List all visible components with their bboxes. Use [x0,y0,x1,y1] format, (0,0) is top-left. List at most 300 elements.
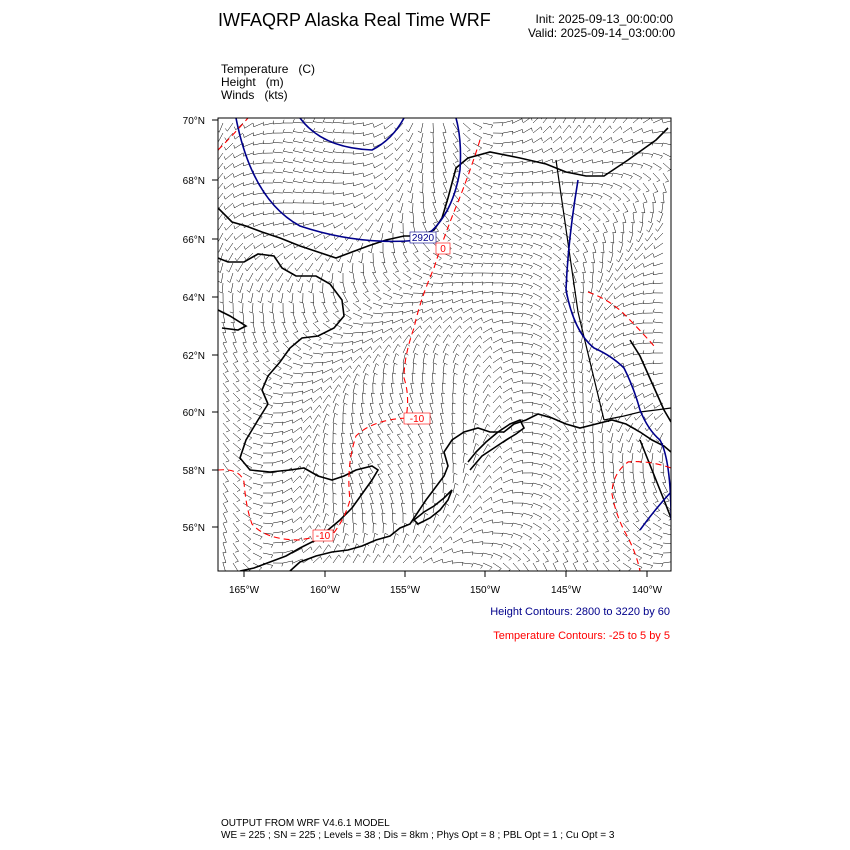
wind-barb [343,357,351,363]
wind-barb-flag [263,140,264,143]
wind-barb [606,373,613,380]
wind-barb [503,448,511,454]
wind-barb [643,533,652,538]
wind-barb-flag [606,279,608,282]
wind-barb [523,543,531,549]
wind-barb-flag [317,504,320,506]
wind-barb [593,463,596,473]
wind-barb [333,203,343,205]
wind-barb-flag [342,423,345,424]
wind-barb-flag [621,175,623,178]
wind-barb-flag [482,273,483,276]
wind-barb [377,445,383,453]
wind-barb [293,391,303,393]
wind-barb [493,233,503,235]
wind-barb-flag [396,533,399,535]
wind-barb [582,303,583,313]
wind-barb [563,333,567,342]
wind-barb-flag [571,205,573,208]
wind-barb [553,233,562,238]
wind-barb [523,533,532,538]
wind-barb-flag [558,479,561,481]
wind-barb [613,173,623,175]
wind-barb-flag [300,456,302,459]
wind-barb-flag [361,325,363,328]
wind-barb-flag [475,423,478,425]
wind-barb [255,243,263,249]
wind-barb [653,383,663,386]
wind-barb-flag [501,245,503,248]
wind-barb [353,323,363,325]
wind-barb-flag [614,397,616,400]
wind-barb [513,342,523,343]
wind-barb-flag [606,409,608,412]
wind-barb-flag [326,423,329,425]
wind-barb [353,348,362,353]
wind-barb [244,203,253,206]
wind-barb [523,412,533,413]
wind-barb-flag [282,422,283,425]
wind-barb-flag [382,322,383,325]
wind-barb [573,125,579,133]
wind-barb-flag [344,226,345,229]
wind-barb-flag [512,284,513,287]
wind-barb [350,483,353,493]
wind-barb [493,376,500,383]
wind-barb-flag [383,373,386,374]
wind-barb [608,273,613,282]
wind-barb [403,302,413,303]
wind-barb [341,463,343,473]
wind-barb [533,116,540,123]
wind-barb [553,363,559,371]
wind-barb-flag [272,524,274,527]
wind-barb-flag [595,532,598,533]
wind-barb [443,183,447,192]
wind-barb [533,513,542,518]
wind-barb [553,293,559,301]
wind-barb-flag [249,478,252,480]
wind-barb-flag [261,496,263,499]
wind-barb-flag [347,544,350,546]
wind-barb-flag [639,549,642,551]
wind-barb [473,123,482,127]
wind-barb [293,456,300,463]
wind-barb-flag [441,275,443,278]
wind-barb [237,253,243,261]
wind-barb [647,233,653,241]
wind-barb-flag [666,501,669,502]
wind-barb [323,122,333,123]
wind-barb-flag [548,320,551,322]
wind-barb [483,173,492,177]
wind-barb [624,283,633,288]
wind-barb [633,128,642,133]
wind-barb-flag [590,272,593,273]
wind-barb-flag [462,308,463,311]
wind-barb-flag [672,544,674,547]
wind-barb [283,540,293,543]
wind-barb [656,413,663,420]
lat-label-60: 60°N [182,408,205,419]
wind-barb-flag [389,345,391,348]
wind-barb [473,336,480,343]
wind-barb [353,340,363,343]
wind-barb [364,163,374,166]
wind-barb [533,253,542,257]
wind-barb-flag [308,291,311,293]
wind-barb [233,333,236,342]
wind-barb-flag [225,372,228,373]
wind-barb [244,193,254,196]
wind-barb-flag [284,256,285,259]
wind-barb [383,354,387,363]
wind-barb [503,322,513,323]
wind-barb [503,458,512,463]
wind-barb [653,523,662,528]
wind-barb-flag [272,514,273,517]
wind-barb-flag [247,560,250,562]
wind-barb [313,182,323,183]
wind-barb-flag [313,168,315,171]
wind-barb [533,553,539,561]
wind-barb [284,243,293,248]
wind-barb [623,152,633,153]
wind-barb-flag [511,448,512,451]
wind-barb-flag [408,279,411,281]
wind-barb-flag [470,246,472,249]
wind-barb-flag [512,293,513,296]
wind-barb [363,533,365,543]
wind-barb [313,313,318,322]
wind-barb [443,514,448,523]
wind-barb-flag [499,415,501,418]
wind-barb [433,344,437,353]
wind-barb [284,233,293,236]
wind-barb-flag [244,134,245,138]
wind-barb-flag [250,322,253,323]
wind-barb-flag [521,215,523,218]
wind-barb-flag [430,132,433,133]
wind-barb-flag [502,144,503,147]
wind-barb-flag [624,267,626,270]
wind-barb [423,300,433,303]
wind-barb-flag [282,532,283,536]
wind-barb [423,223,427,232]
wind-barb-flag [263,131,264,135]
plot-title: IWFAQRP Alaska Real Time WRF [218,10,491,30]
wind-barb-flag [500,425,502,428]
wind-barb [563,136,570,143]
wind-barb-flag [275,267,277,270]
wind-barb-flag [542,138,543,141]
wind-barb-flag [325,433,328,435]
wind-barb [473,394,476,404]
wind-barb-flag [459,335,461,338]
wind-barb [483,532,493,534]
wind-barb [463,291,473,293]
wind-barb [453,153,458,161]
wind-barb-flag [615,269,617,272]
wind-barb-flag [532,182,533,185]
wind-barb [365,193,373,199]
wind-barb [573,213,582,218]
wind-barb [343,533,346,543]
wind-barb-flag [644,255,645,258]
wind-barb-flag [520,537,522,540]
wind-barb-flag [249,498,252,500]
wind-barb [273,451,283,453]
wind-barb-flag [248,550,251,552]
wind-barb [607,283,613,291]
wind-barb-flag [567,480,570,481]
wind-barb [553,243,561,249]
wind-barb [323,395,329,403]
wind-barb-flag [380,346,382,349]
wind-barb-flag [360,356,362,359]
wind-barb-flag [628,559,631,561]
wind-barb-flag [512,312,513,315]
wind-barb [391,503,393,513]
wind-barb [533,182,543,183]
wind-barb-flag [348,555,350,558]
wind-barb [283,363,292,367]
wind-barb [303,515,309,523]
wind-barb-flag [411,326,412,329]
wind-barb-flag [375,533,378,535]
wind-barb-flag [587,360,590,362]
wind-barb-flag [323,119,325,122]
wind-barb [626,403,633,410]
wind-barb-flag [253,161,254,164]
wind-barb [352,413,354,423]
wind-barb [221,273,223,283]
wind-barb-flag [308,474,310,477]
wind-barb-flag [531,494,533,497]
wind-barb [323,323,331,329]
wind-barb [634,383,643,387]
wind-barb-flag [406,139,409,142]
wind-barb-flag [455,483,458,485]
wind-barb [533,233,543,236]
wind-barb-flag [643,340,644,343]
wind-barb-flag [464,443,467,445]
wind-barb-flag [287,290,290,292]
wind-barb-flag [578,114,580,117]
wind-barb [543,513,551,519]
wind-barb-flag [611,186,613,189]
wind-barb-flag [634,265,635,268]
wind-barb-flag [418,131,421,133]
wind-barb [463,163,470,170]
wind-barb-flag [627,241,630,243]
wind-barb [523,293,533,296]
wind-barb-flag [292,458,293,461]
wind-barb-flag [502,488,503,491]
wind-barb [313,213,323,215]
wind-barb [243,543,251,550]
wind-barb-flag [522,204,523,207]
wind-barb [233,483,240,490]
wind-barb-flag [236,381,239,382]
wind-barb [353,374,357,383]
wind-barb-flag [501,367,502,370]
wind-barb [388,425,393,433]
wind-barb [493,357,501,363]
wind-barb-flag [482,518,483,521]
wind-barb-flag [617,560,620,562]
wind-barb-flag [472,273,473,276]
wind-barb [293,181,303,183]
wind-barb-flag [469,335,471,338]
wind-barb [303,303,305,313]
wind-barb-flag [605,298,607,301]
wind-barb-flag [628,550,631,552]
wind-barb [303,485,308,494]
wind-barb [378,435,384,443]
wind-barb [591,403,593,413]
wind-barb-flag [620,472,623,473]
wind-barb [387,435,393,443]
wind-barb [652,453,653,463]
wind-barb [333,513,335,523]
wind-barb-flag [661,472,664,473]
wind-barb-flag [604,346,605,349]
wind-barb [493,477,501,483]
wind-barb [573,343,574,353]
wind-barb-flag [492,282,493,285]
wind-barb-flag [365,533,368,535]
wind-barb [293,527,301,533]
wind-barb [378,213,383,222]
wind-barb [533,453,543,455]
wind-barb [283,498,292,503]
wind-barb [583,263,585,273]
wind-barb [653,119,662,123]
wind-barb [433,183,435,193]
wind-barb-flag [532,473,533,476]
wind-barb [313,379,322,383]
wind-barb [315,243,323,249]
wind-barb [644,393,653,398]
wind-barb-flag [300,358,302,360]
wind-barb-flag [344,403,347,405]
wind-barb [598,303,603,312]
wind-barb [219,123,223,132]
wind-barb-flag [542,182,543,185]
wind-barb [398,183,403,192]
wind-barb [463,308,472,313]
wind-barb-flag [407,180,410,182]
wind-barb-flag [599,262,602,263]
wind-barb-flag [346,249,348,252]
wind-barb-flag [238,449,241,451]
wind-barb-flag [470,326,471,329]
wind-barb-flag [541,425,543,428]
wind-barb [385,153,393,159]
wind-barb-flag [561,216,563,219]
wind-barb [493,563,501,569]
wind-barb [313,171,323,173]
wind-barb [443,163,446,172]
wind-barb [655,243,663,249]
wind-barb-flag [320,346,322,349]
wind-barb [593,493,597,502]
wind-barb-flag [409,212,412,213]
wind-barb-flag [272,463,273,466]
wind-barb [283,151,293,153]
wind-barb [441,403,443,413]
wind-barb [553,463,561,469]
wind-barb-flag [380,306,382,309]
wind-barb-flag [571,372,574,373]
wind-barb [397,455,403,463]
wind-barb-flag [274,244,275,247]
wind-barb [333,376,340,383]
wind-barb-flag [292,498,293,502]
wind-barb-flag [272,473,273,476]
wind-barb [422,173,423,183]
wind-barb-flag [310,416,312,419]
wind-barb-flag [273,130,274,133]
wind-barb [393,283,402,288]
wind-barb-flag [580,292,583,293]
wind-barb-flag [502,264,503,267]
wind-barb-flag [555,341,558,342]
wind-barb-flag [431,383,435,384]
wind-barb-flag [492,264,494,267]
wind-barb [309,273,313,282]
wind-barb [373,263,376,273]
footer-line-config: WE = 225 ; SN = 225 ; Levels = 38 ; Dis = 8km ; Phys Opt = 8 ; PBL Opt = 1 ; Cu Opt = 3 [221,830,615,841]
wind-barb-flag [395,168,397,171]
wind-barb-flag [427,344,430,346]
wind-barb-flag [267,290,270,292]
wind-barb-flag [648,529,651,531]
wind-barb [553,473,561,479]
wind-barb [493,253,503,255]
wind-barb [343,555,348,564]
wind-barb [583,383,584,393]
wind-barb-flag [402,311,403,314]
wind-barb [379,223,383,232]
wind-barb [245,233,253,239]
wind-barb [633,533,641,539]
wind-barb [573,159,582,163]
wind-barb-flag [468,199,471,201]
wind-barb [630,443,633,453]
wind-barb [463,484,467,493]
wind-barb [553,443,561,449]
wind-barb-flag [578,229,581,231]
wind-barb-flag [570,136,571,139]
wind-barb-flag [457,494,460,496]
wind-barb-flag [420,202,423,203]
wind-barb-flag [343,130,344,133]
wind-barb-flag [362,513,365,514]
wind-barb-flag [481,507,482,510]
wind-barb [294,233,303,237]
wind-barb [283,488,292,493]
wind-barb-flag [476,403,479,405]
wind-barb-flag [624,512,628,513]
wind-barb-flag [502,123,503,126]
wind-barb [621,443,623,453]
wind-barb-flag [499,569,502,571]
wind-barb [503,543,512,547]
wind-barb [573,136,580,143]
wind-barb [643,293,653,294]
